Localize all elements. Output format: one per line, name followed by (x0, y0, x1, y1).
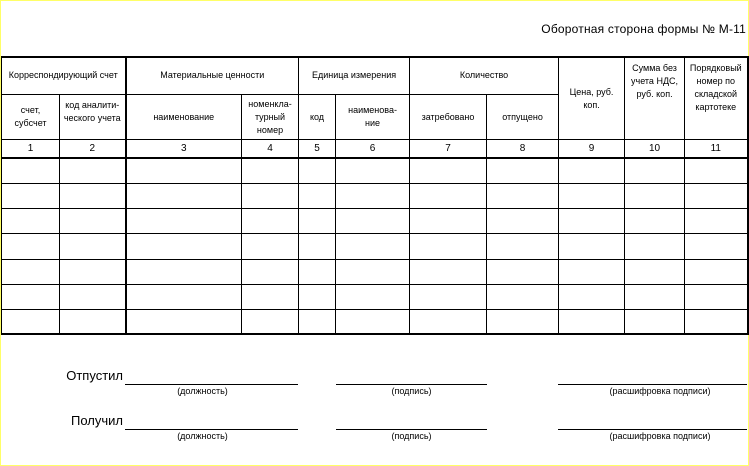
table-cell[interactable] (2, 284, 60, 309)
table-cell[interactable] (625, 234, 685, 259)
header-unit: Единица измерения (299, 57, 410, 94)
table-cell[interactable] (625, 158, 685, 183)
table-cell[interactable] (126, 284, 242, 309)
header-analytic-code (60, 94, 126, 139)
column-number-8: 8 (487, 140, 559, 158)
table-cell[interactable] (2, 259, 60, 284)
table-cell[interactable] (685, 183, 748, 208)
table-row (2, 158, 748, 183)
released-by-decoding-field[interactable] (558, 384, 747, 385)
table-cell[interactable] (299, 234, 336, 259)
table-cell[interactable] (242, 209, 299, 234)
table-cell[interactable] (126, 158, 242, 183)
header-quantity: Количество (410, 57, 559, 94)
received-by-signature-hint: (подпись) (391, 431, 432, 441)
released-by-position-field[interactable] (125, 384, 298, 385)
table-row (2, 259, 748, 284)
column-number-11: 11 (685, 140, 748, 158)
table-cell[interactable] (2, 234, 60, 259)
table-cell[interactable] (242, 234, 299, 259)
table-cell[interactable] (336, 259, 410, 284)
table-cell[interactable] (487, 310, 559, 334)
table-cell[interactable] (410, 259, 487, 284)
table-cell[interactable] (487, 158, 559, 183)
header-material-values: Материальные ценности (126, 57, 299, 94)
table-cell[interactable] (559, 158, 625, 183)
column-number-3: 3 (126, 140, 242, 158)
table-cell[interactable] (410, 310, 487, 334)
column-number-1: 1 (2, 140, 60, 158)
table-cell[interactable] (299, 310, 336, 334)
column-number-6: 6 (336, 140, 410, 158)
table-cell[interactable] (410, 158, 487, 183)
table-cell[interactable] (299, 284, 336, 309)
received-by-position-hint: (должность) (177, 431, 228, 441)
table-cell[interactable] (410, 209, 487, 234)
table-cell[interactable] (336, 310, 410, 334)
table-cell[interactable] (559, 284, 625, 309)
materials-table (1, 56, 749, 335)
header-warehouse-card-no-text: Порядковый номер по складской картотеке (689, 63, 742, 112)
table-cell[interactable] (625, 310, 685, 334)
header-requested: затребовано (410, 94, 487, 139)
released-by-label: Отпустил (66, 368, 123, 383)
received-by-decoding-hint: (расшифровка подписи) (609, 431, 711, 441)
table-cell[interactable] (487, 259, 559, 284)
header-unit-code: код (299, 94, 336, 139)
table-cell[interactable] (126, 234, 242, 259)
table-cell[interactable] (242, 259, 299, 284)
received-by-decoding-field[interactable] (558, 429, 747, 430)
released-by-signature-hint: (подпись) (391, 386, 432, 396)
table-cell[interactable] (242, 310, 299, 334)
table-cell[interactable] (60, 284, 126, 309)
received-by-row (0, 413, 749, 441)
received-by-label: Получил (71, 413, 123, 428)
table-cell[interactable] (559, 183, 625, 208)
table-cell[interactable] (2, 183, 60, 208)
table-cell[interactable] (559, 259, 625, 284)
table-row (2, 234, 748, 259)
table-cell[interactable] (559, 310, 625, 334)
column-number-2: 2 (60, 140, 126, 158)
table-cell[interactable] (625, 259, 685, 284)
table-cell[interactable] (410, 284, 487, 309)
table-cell[interactable] (625, 209, 685, 234)
table-cell[interactable] (487, 209, 559, 234)
table-cell[interactable] (126, 183, 242, 208)
table-cell[interactable] (625, 183, 685, 208)
header-warehouse-card-no (685, 57, 748, 140)
table-cell[interactable] (242, 158, 299, 183)
table-cell[interactable] (126, 310, 242, 334)
form-caption: Оборотная сторона формы № М-11 (541, 22, 746, 36)
header-item-number (242, 94, 299, 139)
released-by-decoding-hint: (расшифровка подписи) (609, 386, 711, 396)
released-by-position-hint: (должность) (177, 386, 228, 396)
table-cell[interactable] (336, 183, 410, 208)
table-cell[interactable] (126, 259, 242, 284)
header-released: отпущено (487, 94, 559, 139)
table-cell[interactable] (336, 284, 410, 309)
header-sub-account (2, 94, 60, 139)
table-cell[interactable] (60, 158, 126, 183)
table-cell[interactable] (410, 183, 487, 208)
table-cell[interactable] (685, 158, 748, 183)
table-cell[interactable] (299, 259, 336, 284)
table-cell[interactable] (299, 209, 336, 234)
received-by-position-field[interactable] (125, 429, 298, 430)
column-number-4: 4 (242, 140, 299, 158)
header-price-text: Цена, руб. коп. (569, 86, 614, 110)
header-unit-name (336, 94, 410, 139)
table-row (2, 209, 748, 234)
table-row (2, 310, 748, 334)
header-sum-no-vat-text: Сумма без учета НДС, руб. коп. (631, 63, 679, 99)
table-cell[interactable] (487, 183, 559, 208)
table-cell[interactable] (559, 209, 625, 234)
column-number-9: 9 (559, 140, 625, 158)
header-price (559, 57, 625, 140)
table-cell[interactable] (299, 158, 336, 183)
table-cell[interactable] (487, 234, 559, 259)
header-sub-account-text: счет, субсчет (14, 105, 47, 129)
table-cell[interactable] (336, 209, 410, 234)
table-cell[interactable] (410, 234, 487, 259)
table-cell[interactable] (336, 158, 410, 183)
released-by-signature-field[interactable] (336, 384, 487, 385)
released-by-row (0, 368, 749, 396)
header-item-number-text: номенкла-турный номер (248, 98, 292, 135)
table-cell[interactable] (60, 209, 126, 234)
table-cell[interactable] (2, 209, 60, 234)
table-cell[interactable] (299, 183, 336, 208)
table-body (2, 158, 748, 334)
column-number-5: 5 (299, 140, 336, 158)
table-cell[interactable] (487, 284, 559, 309)
header-unit-name-text: наименова-ние (348, 105, 397, 129)
header-name: наименование (126, 94, 242, 139)
table-cell[interactable] (126, 209, 242, 234)
table-cell[interactable] (2, 158, 60, 183)
table-cell[interactable] (60, 259, 126, 284)
column-number-10: 10 (625, 140, 685, 158)
table-cell[interactable] (60, 310, 126, 334)
table-row (2, 284, 748, 309)
table-cell[interactable] (625, 284, 685, 309)
header-analytic-code-text: код аналити-ческого учета (63, 99, 121, 123)
table-cell[interactable] (685, 209, 748, 234)
table-cell[interactable] (242, 284, 299, 309)
table-cell[interactable] (2, 310, 60, 334)
table-row (2, 183, 748, 208)
column-number-7: 7 (410, 140, 487, 158)
table-cell[interactable] (685, 259, 748, 284)
table-cell[interactable] (559, 234, 625, 259)
table-cell[interactable] (685, 310, 748, 334)
header-sum-no-vat (625, 57, 685, 140)
table-cell[interactable] (60, 234, 126, 259)
table-cell[interactable] (685, 284, 748, 309)
table-cell[interactable] (336, 234, 410, 259)
table-cell[interactable] (242, 183, 299, 208)
received-by-signature-field[interactable] (336, 429, 487, 430)
table-cell[interactable] (685, 234, 748, 259)
header-corr-account: Корреспондирующий счет (2, 57, 126, 94)
table-cell[interactable] (60, 183, 126, 208)
